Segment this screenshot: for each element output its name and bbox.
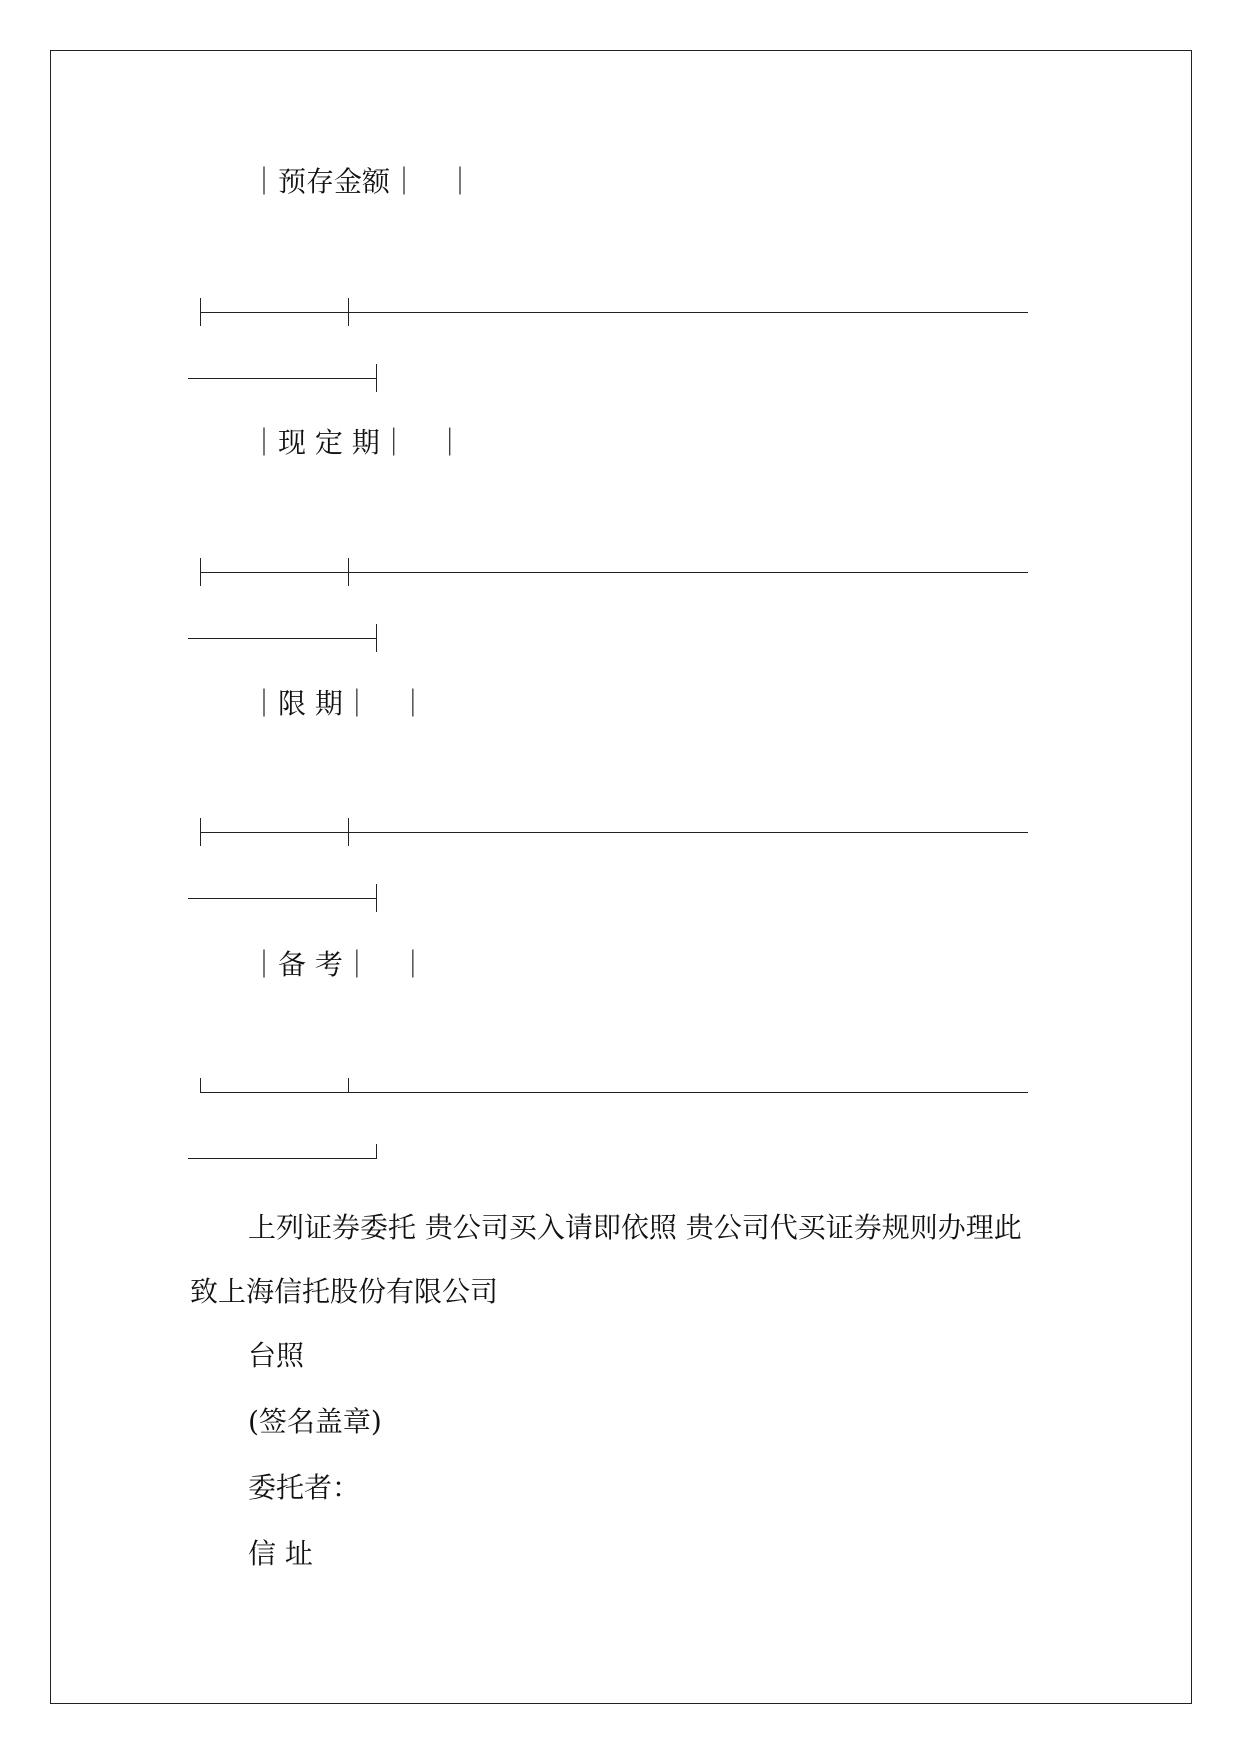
rule-segment [200, 832, 348, 833]
rule-tick [348, 1078, 349, 1093]
body-line-commission: 上列证券委托 贵公司买入请即依照 贵公司代买证券规则办理此 [248, 1211, 1022, 1244]
rule-segment [348, 312, 1028, 313]
table-rule-3 [0, 812, 1241, 852]
body-line-address: 信 址 [248, 1537, 313, 1570]
rule-tick [376, 364, 377, 392]
rule-tick [200, 1078, 201, 1093]
rule-segment [188, 1158, 376, 1159]
field-term-limit: ｜限 期｜ ｜ [250, 687, 427, 720]
table-rule-1 [0, 292, 1241, 332]
table-rule-4b [0, 1138, 1241, 1178]
body-line-signature: (签名盖章) [248, 1405, 382, 1438]
field-remarks: ｜备 考｜ ｜ [250, 948, 427, 981]
rule-segment [348, 1092, 1028, 1093]
rule-segment [188, 638, 376, 639]
body-line-client: 委托者： [248, 1471, 361, 1504]
rule-segment [200, 572, 348, 573]
body-line-salutation: 台照 [248, 1339, 305, 1372]
rule-segment [348, 572, 1028, 573]
table-rule-2b [0, 618, 1241, 658]
rule-tick [376, 1144, 377, 1159]
rule-segment [188, 378, 376, 379]
field-deposit-amount: ｜预存金额｜ ｜ [250, 165, 475, 198]
table-rule-3b [0, 878, 1241, 918]
rule-tick [376, 624, 377, 652]
rule-tick [376, 884, 377, 912]
rule-segment [348, 832, 1028, 833]
rule-segment [200, 1092, 348, 1093]
table-rule-1b [0, 358, 1241, 398]
field-current-fixed-term: ｜现 定 期｜ ｜ [250, 426, 464, 459]
table-rule-4 [0, 1072, 1241, 1112]
table-rule-2 [0, 552, 1241, 592]
rule-segment [188, 898, 376, 899]
rule-segment [200, 312, 348, 313]
body-line-addressee: 致上海信托股份有限公司 [190, 1275, 499, 1308]
